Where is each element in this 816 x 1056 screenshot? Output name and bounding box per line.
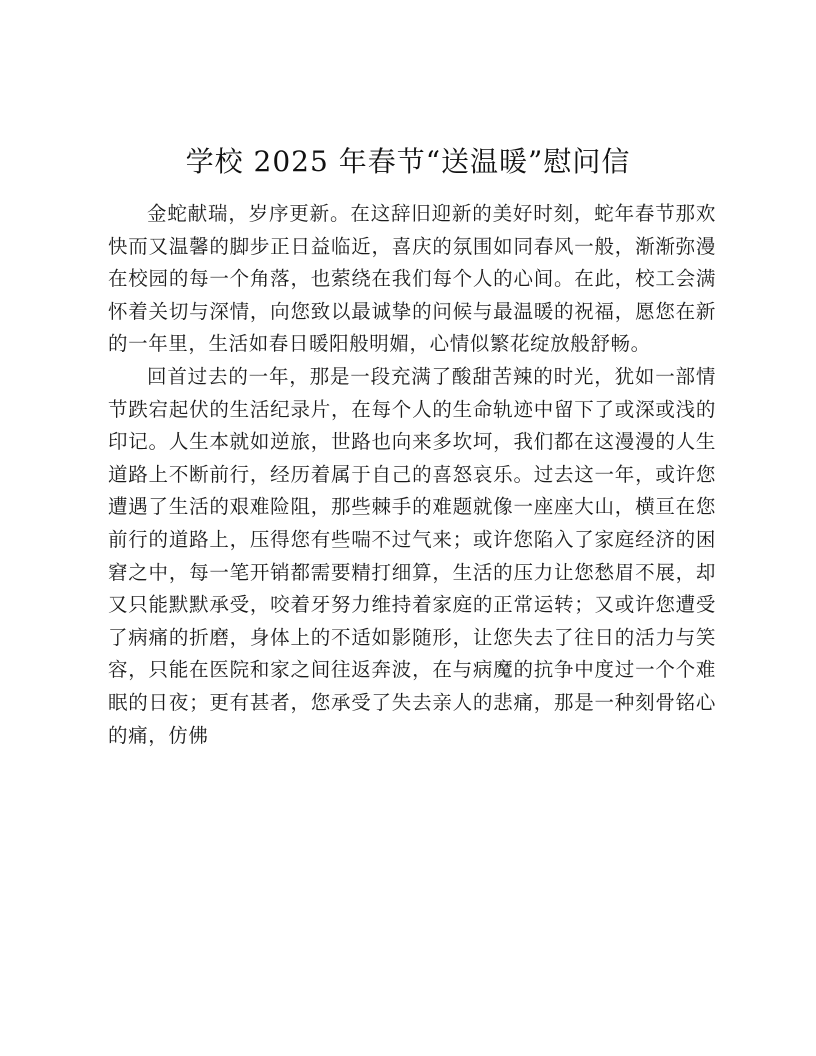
letter-title: 学校 2025 年春节“送温暖”慰问信 [185,145,631,178]
letter-body [108,198,716,752]
paragraph-greeting: 金蛇献瑞，岁序更新。在这辞旧迎新的美好时刻，蛇年春节那欢快而又温馨的脚步正日益临近，喜庆的氛围如同春风一般，渐渐弥漫在校园的每一个角落，也萦绕在我们每个人的心间。在此，校工会满怀着关切与深情，向您致以最诚挚的问候与最温暖的祝福，愿您在新的一年里，生活如春日暖阳般明媚，心情似繁花绽放般舒畅。 [108,202,716,356]
paragraph-review: 回首过去的一年，那是一段充满了酸甜苦辣的时光，犹如一部情节跌宕起伏的生活纪录片，在每个人的生命轨迹中留下了或深或浅的印记。人生本就如逆旅，世路也向来多坎坷，我们都在这漫漫的人生道路上不断前行，经历着属于自己的喜怒哀乐。过去这一年，或许您遭遇了生活的艰难险阻，那些棘手的难题就像一座座大山，横亘在您前行的道路上，压得您有些喘不过气来；或许您陷入了家庭经济的困窘之中，每一笔开销都需要精打细算，生活的压力让您愁眉不展，却又只能默默承受，咬着牙努力维持着家庭的正常运转；又或许您遭受了病痛的折磨，身体上的不适如影随形，让您失去了往日的活力与笑容，只能在医院和家之间往返奔波，在与病魔的抗争中度过一个个难眠的日夜；更有甚者，您承受了失去亲人的悲痛，那是一种刻骨铭心的痛，仿佛 [108,364,716,747]
